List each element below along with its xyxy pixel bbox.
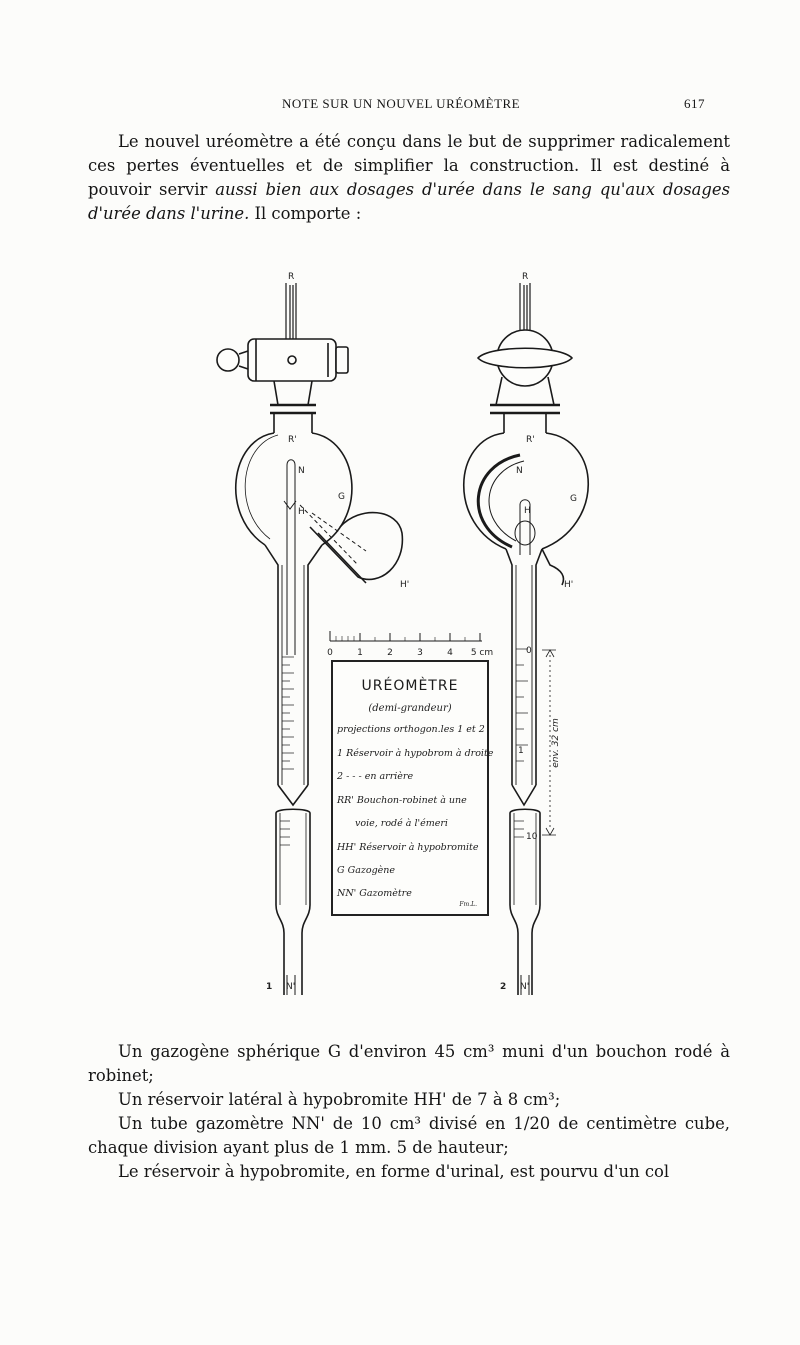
legend-line-1: projections orthogon.les 1 et 2 xyxy=(337,724,485,735)
label-h-1: H xyxy=(298,507,305,517)
mark-0: 0 xyxy=(526,646,532,656)
legend-line-5: voie, rodé à l'émeri xyxy=(355,818,448,829)
label-g-2: G xyxy=(570,494,577,504)
label-n-2: N xyxy=(516,466,523,476)
paragraph-gazometre: Un tube gazomètre NN' de 10 cm³ divisé en 1/20 de centimètre cube, chaque division ayant plus de 1 mm. 5 de hauteur; xyxy=(88,1114,730,1157)
label-r-2: R xyxy=(522,272,529,282)
page-number: 617 xyxy=(684,96,705,111)
legend-subtitle: (demi-grandeur) xyxy=(368,703,452,714)
paragraph-urinal: Le réservoir à hypobromite, en forme d'urinal, est pourvu d'un col xyxy=(118,1162,670,1181)
legend-line-3: 2 - - - en arrière xyxy=(337,771,414,782)
scale-tick-0: 0 xyxy=(327,648,333,658)
running-header xyxy=(0,96,800,116)
paragraph-reservoir: Un réservoir latéral à hypobromite HH' de 7 à 8 cm³; xyxy=(118,1090,561,1109)
paragraph-gazogene: Un gazogène sphérique G d'environ 45 cm³ muni d'un bouchon rodé à robinet; xyxy=(88,1042,730,1085)
intro-italic-text: aussi bien aux dosages d'urée dans le sang qu'aux dosages d'urée dans l'urine. xyxy=(88,180,730,223)
legend-title: URÉOMÈTRE xyxy=(361,678,459,694)
figure-number-1: 1 xyxy=(266,982,273,992)
label-n-1: N xyxy=(298,466,305,476)
mark-1: 1 xyxy=(518,746,524,756)
description-paragraphs xyxy=(88,1040,730,1184)
label-h-2: H xyxy=(524,506,531,516)
figure-legend xyxy=(331,660,494,916)
legend-line-4: RR' Bouchon-robinet à une xyxy=(337,795,467,806)
scale-tick-2: 2 xyxy=(387,648,393,658)
intro-text-1: Le nouvel uréomètre a été conçu dans le but de supprimer radicalement ces pertes éventuelles et de simplifier la construction. Il est destiné à pouvoir servir xyxy=(88,132,730,199)
label-h-prime-1: H' xyxy=(400,580,410,590)
label-n-prime-1: N' xyxy=(286,982,296,992)
label-g-1: G xyxy=(338,492,345,502)
legend-line-8: NN' Gazomètre xyxy=(337,888,412,899)
label-r-prime-1: R' xyxy=(288,435,297,445)
legend-line-2: 1 Réservoir à hypobrom à droite xyxy=(337,748,494,759)
scale-tick-4: 4 xyxy=(447,648,453,658)
mark-10: 10 xyxy=(526,832,538,842)
ureometer-figure xyxy=(190,265,610,1005)
length-mark: env. 32 cm xyxy=(551,718,561,768)
label-h-prime-2: H' xyxy=(564,580,574,590)
scale-tick-1: 1 xyxy=(357,648,363,658)
scale-bar xyxy=(330,631,482,641)
legend-line-6: HH' Réservoir à hypobromite xyxy=(337,842,479,853)
label-r-prime-2: R' xyxy=(526,435,535,445)
label-n-prime-2: N' xyxy=(520,982,530,992)
scale-tick-5: 5 cm xyxy=(470,648,494,658)
legend-line-7: G Gazogène xyxy=(337,865,396,876)
intro-paragraph xyxy=(88,130,730,226)
label-r-1: R xyxy=(288,272,295,282)
legend-signature: Fm.L. xyxy=(459,901,477,908)
intro-text-2: Il comporte : xyxy=(249,204,362,223)
scale-tick-3: 3 xyxy=(417,648,423,658)
running-title: NOTE SUR UN NOUVEL URÉOMÈTRE xyxy=(282,96,521,111)
figure-number-2: 2 xyxy=(500,982,507,992)
